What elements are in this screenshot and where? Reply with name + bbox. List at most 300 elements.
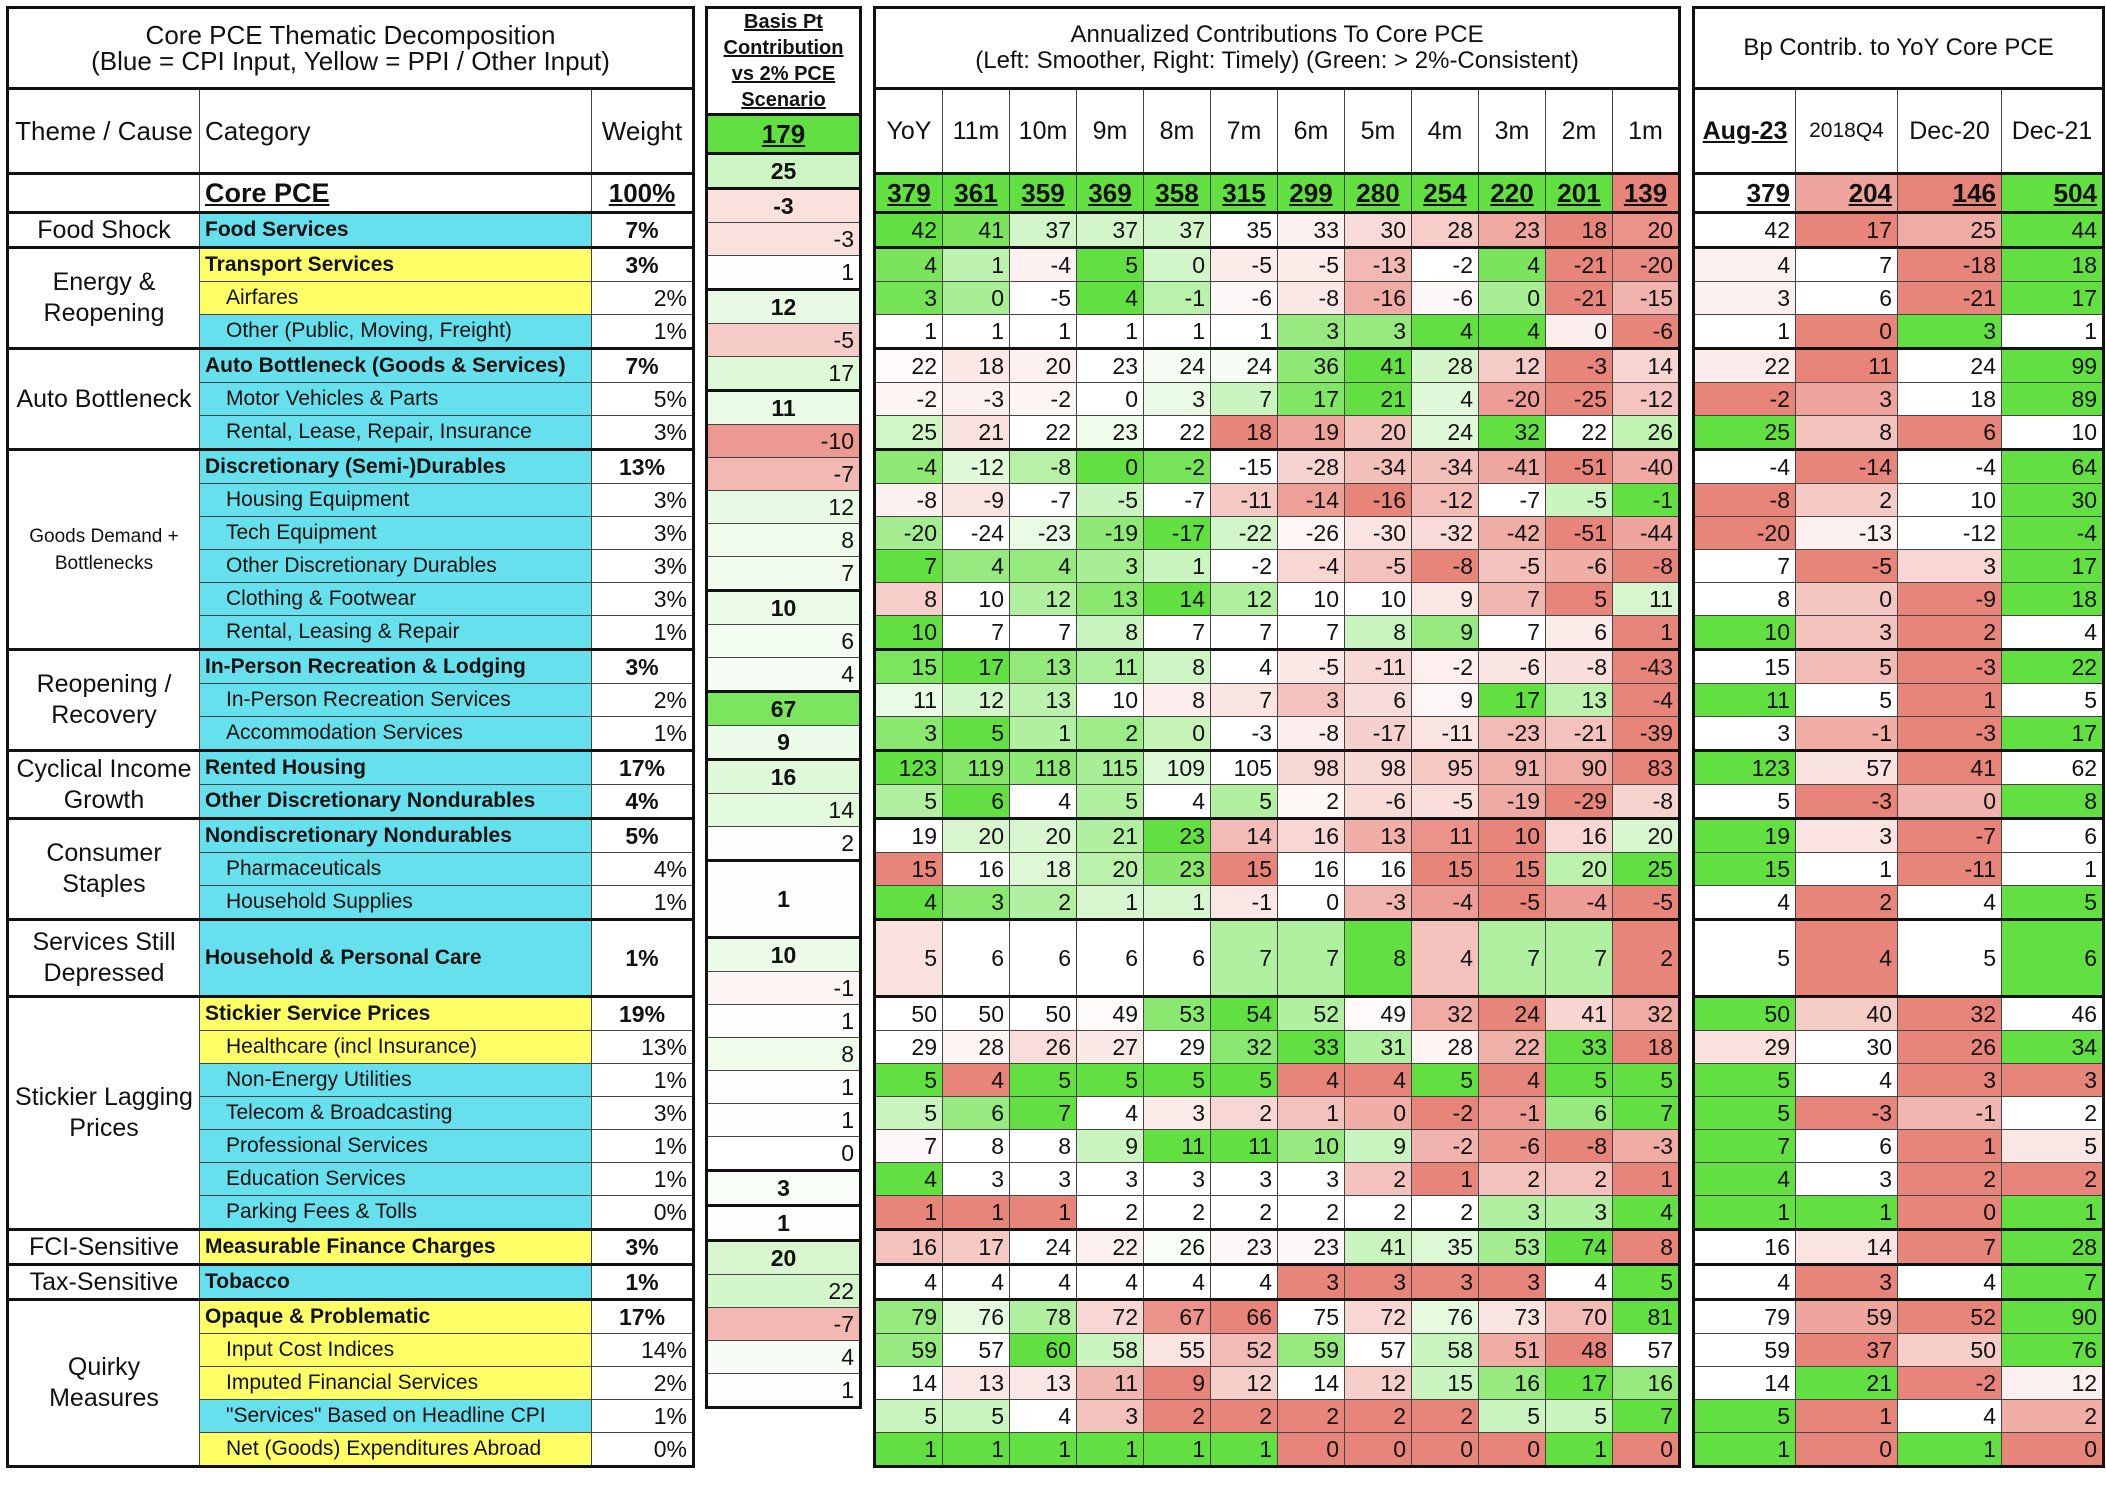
ann-cell: -34 xyxy=(1412,450,1479,484)
ann-cell: 20 xyxy=(1345,416,1412,450)
bp-row xyxy=(707,938,861,972)
category-label: Healthcare (incl Insurance) xyxy=(200,1031,592,1064)
bp-row xyxy=(707,290,861,324)
ann-cell: 57 xyxy=(943,1334,1010,1367)
yoy-cell: 0 xyxy=(2002,1433,2104,1467)
yoy-row xyxy=(1694,315,2104,349)
yoy-cell: 21 xyxy=(1796,1367,1898,1400)
bp-row xyxy=(707,591,861,625)
ann-cell: 5 xyxy=(1613,1064,1680,1097)
ann-cell: 109 xyxy=(1144,751,1211,785)
ann-cell: 48 xyxy=(1546,1334,1613,1367)
ann-cell: -2 xyxy=(1412,1097,1479,1130)
ann-cell: -5 xyxy=(1479,886,1546,920)
bp-row xyxy=(707,972,861,1005)
ann-cell: 6 xyxy=(1345,684,1412,717)
ann-cell: 12 xyxy=(943,684,1010,717)
ann-cell: 33 xyxy=(1278,1031,1345,1064)
total-ann-cell: 299 xyxy=(1278,174,1345,213)
category-label: Measurable Finance Charges xyxy=(200,1230,592,1265)
category-label: Clothing & Footwear xyxy=(200,583,592,616)
ann-cell: 23 xyxy=(1278,1230,1345,1265)
bp-row xyxy=(707,391,861,425)
bp-cell: 8 xyxy=(707,524,861,557)
ann-cell: 123 xyxy=(875,751,943,785)
ann-cell: 5 xyxy=(943,717,1010,751)
ann-cell: -17 xyxy=(1345,717,1412,751)
ann-cell: 6 xyxy=(1144,920,1211,997)
category-label: Airfares xyxy=(200,282,592,315)
ann-cell: 29 xyxy=(1144,1031,1211,1064)
ann-cell: 41 xyxy=(1345,1230,1412,1265)
yoy-cell: 25 xyxy=(1694,416,1796,450)
ann-cell: -6 xyxy=(1546,550,1613,583)
weight-cell: 2% xyxy=(592,684,694,717)
ann-cell: -11 xyxy=(1211,484,1278,517)
ann-cell: 7 xyxy=(1479,616,1546,650)
ann-cell: -9 xyxy=(943,484,1010,517)
ann-cell: 25 xyxy=(1613,853,1680,886)
period-header: 11m xyxy=(943,89,1010,174)
ann-cell: 6 xyxy=(943,1097,1010,1130)
ann-cell: 1 xyxy=(943,1196,1010,1230)
ann-cell: 1 xyxy=(1613,1163,1680,1196)
ann-cell: 53 xyxy=(1479,1230,1546,1265)
yoy-cell: -12 xyxy=(1898,517,2002,550)
category-label: Auto Bottleneck (Goods & Services) xyxy=(200,349,592,383)
ann-cell: -23 xyxy=(1479,717,1546,751)
yoy-cell: -3 xyxy=(1898,650,2002,684)
total-row xyxy=(875,174,1680,213)
category-label: Nondiscretionary Nondurables xyxy=(200,819,592,853)
ann-cell: 8 xyxy=(1613,1230,1680,1265)
ann-cell: 10 xyxy=(1278,583,1345,616)
ann-cell: 16 xyxy=(1479,1367,1546,1400)
ann-cell: 20 xyxy=(1010,349,1077,383)
ann-cell: 0 xyxy=(1479,282,1546,315)
bp-row xyxy=(707,357,861,391)
ann-cell: -6 xyxy=(1345,785,1412,819)
ann-cell: 4 xyxy=(875,1163,943,1196)
ann-cell: -34 xyxy=(1345,450,1412,484)
ann-row xyxy=(875,717,1680,751)
category-row xyxy=(8,1300,694,1334)
ann-cell: 33 xyxy=(1278,213,1345,248)
yoy-cell: -7 xyxy=(1898,819,2002,853)
ann-row xyxy=(875,920,1680,997)
ann-cell: -16 xyxy=(1345,484,1412,517)
ann-cell: 5 xyxy=(1077,785,1144,819)
ann-cell: 7 xyxy=(1144,616,1211,650)
bp-cell: 1 xyxy=(707,1104,861,1137)
ann-row xyxy=(875,1163,1680,1196)
ann-cell: 2 xyxy=(1278,1400,1345,1433)
weight-cell: 3% xyxy=(592,1097,694,1130)
category-label: Parking Fees & Tolls xyxy=(200,1196,592,1230)
ann-cell: 24 xyxy=(1479,997,1546,1031)
ann-cell: 4 xyxy=(1211,650,1278,684)
ann-cell: 5 xyxy=(1144,1064,1211,1097)
ann-cell: 5 xyxy=(1613,1265,1680,1300)
bp-row xyxy=(707,1308,861,1341)
weight-cell: 1% xyxy=(592,1400,694,1433)
ann-cell: 81 xyxy=(1613,1300,1680,1334)
ann-cell: -15 xyxy=(1211,450,1278,484)
ann-row xyxy=(875,248,1680,282)
ann-cell: 13 xyxy=(943,1367,1010,1400)
yoy-row xyxy=(1694,517,2104,550)
theme-label: Services Still Depressed xyxy=(8,920,200,997)
ann-cell: 115 xyxy=(1077,751,1144,785)
yoy-row xyxy=(1694,1163,2104,1196)
ann-cell: 9 xyxy=(1412,616,1479,650)
yoy-row xyxy=(1694,583,2104,616)
ann-cell: 22 xyxy=(875,349,943,383)
ann-cell: 5 xyxy=(1211,1064,1278,1097)
ann-cell: 49 xyxy=(1345,997,1412,1031)
ann-cell: -6 xyxy=(1479,650,1546,684)
ann-row xyxy=(875,1230,1680,1265)
ann-cell: 3 xyxy=(1479,1196,1546,1230)
yoy-cell: 6 xyxy=(1796,282,1898,315)
yoy-cell: 12 xyxy=(2002,1367,2104,1400)
ann-cell: 30 xyxy=(1345,213,1412,248)
weight-cell: 0% xyxy=(592,1196,694,1230)
ann-cell: 57 xyxy=(1613,1334,1680,1367)
ann-cell: 3 xyxy=(1077,1400,1144,1433)
yoy-row xyxy=(1694,1367,2104,1400)
yoy-row xyxy=(1694,1130,2104,1163)
yoy-cell: -1 xyxy=(1796,717,1898,751)
ann-cell: 26 xyxy=(1613,416,1680,450)
ann-cell: 1 xyxy=(1144,550,1211,583)
period-header: 2m xyxy=(1546,89,1613,174)
ann-row xyxy=(875,1097,1680,1130)
yoy-cell: 4 xyxy=(1898,886,2002,920)
col-category-header: Category xyxy=(200,89,592,174)
yoy-row xyxy=(1694,383,2104,416)
total-row xyxy=(8,174,694,213)
category-label: Professional Services xyxy=(200,1130,592,1163)
ann-cell: -7 xyxy=(1010,484,1077,517)
ann-cell: 18 xyxy=(943,349,1010,383)
yoy-cell: 64 xyxy=(2002,450,2104,484)
weight-cell: 1% xyxy=(592,1130,694,1163)
ann-cell: 59 xyxy=(1278,1334,1345,1367)
total-bp-cell: 179 xyxy=(707,115,861,154)
yoy-cell: 5 xyxy=(2002,684,2104,717)
ann-cell: -8 xyxy=(875,484,943,517)
yoy-cell: 1 xyxy=(1898,684,2002,717)
ann-cell: 28 xyxy=(1412,1031,1479,1064)
ann-cell: 12 xyxy=(1345,1367,1412,1400)
yoy-cell: 2 xyxy=(2002,1163,2104,1196)
ann-cell: 0 xyxy=(1077,383,1144,416)
ann-cell: 1 xyxy=(1278,1097,1345,1130)
total-row xyxy=(1694,174,2104,213)
ann-cell: 3 xyxy=(1345,1265,1412,1300)
ann-cell: 3 xyxy=(1010,1163,1077,1196)
yoy-cell: 0 xyxy=(1796,583,1898,616)
ann-cell: 15 xyxy=(1412,853,1479,886)
yoy-cell: 0 xyxy=(1796,315,1898,349)
bp-row xyxy=(707,692,861,726)
ann-cell: -29 xyxy=(1546,785,1613,819)
yoy-cell: 5 xyxy=(1898,920,2002,997)
ann-cell: 23 xyxy=(1144,819,1211,853)
ann-cell: 0 xyxy=(1412,1433,1479,1467)
ann-cell: 95 xyxy=(1412,751,1479,785)
yoy-cell: -3 xyxy=(1796,1097,1898,1130)
yoy-cell: 50 xyxy=(1694,997,1796,1031)
yoy-cell: 28 xyxy=(2002,1230,2104,1265)
weight-cell: 1% xyxy=(592,920,694,997)
weight-cell: 3% xyxy=(592,1230,694,1265)
ann-cell: 16 xyxy=(1278,819,1345,853)
ann-cell: 17 xyxy=(943,1230,1010,1265)
yoy-cell: 1 xyxy=(2002,853,2104,886)
ann-row xyxy=(875,751,1680,785)
ann-cell: -51 xyxy=(1546,450,1613,484)
ann-cell: -5 xyxy=(1479,550,1546,583)
yoy-cell: 18 xyxy=(2002,248,2104,282)
ann-cell: 0 xyxy=(1144,717,1211,751)
ann-cell: 5 xyxy=(875,920,943,997)
ann-cell: 7 xyxy=(1479,583,1546,616)
bp-contribution-header: Basis Pt Contribution vs 2% PCE Scenario xyxy=(707,8,861,115)
yoy-cell: 41 xyxy=(1898,751,2002,785)
yoy-cell: 5 xyxy=(1796,684,1898,717)
ann-cell: 10 xyxy=(1479,819,1546,853)
ann-row xyxy=(875,650,1680,684)
total-ann-cell: 280 xyxy=(1345,174,1412,213)
ann-cell: 2 xyxy=(1345,1400,1412,1433)
ann-cell: 7 xyxy=(1010,616,1077,650)
ann-cell: 4 xyxy=(1479,315,1546,349)
total-ann-cell: 379 xyxy=(875,174,943,213)
ann-cell: 5 xyxy=(1077,1064,1144,1097)
weight-cell: 3% xyxy=(592,583,694,616)
ann-cell: -51 xyxy=(1546,517,1613,550)
ann-cell: 10 xyxy=(1278,1130,1345,1163)
category-label: Rental, Lease, Repair, Insurance xyxy=(200,416,592,450)
yoy-cell: 4 xyxy=(1796,1064,1898,1097)
ann-cell: 8 xyxy=(943,1130,1010,1163)
ann-cell: -21 xyxy=(1546,248,1613,282)
yoy-cell: 3 xyxy=(1796,383,1898,416)
ann-cell: -2 xyxy=(1010,383,1077,416)
ann-cell: 21 xyxy=(943,416,1010,450)
yoy-cell: 7 xyxy=(2002,1265,2104,1300)
yoy-cell: 2 xyxy=(1796,886,1898,920)
yoy-row xyxy=(1694,282,2104,315)
yoy-cell: 26 xyxy=(1898,1031,2002,1064)
bp-cell: 11 xyxy=(707,391,861,425)
yoy-cell: -3 xyxy=(1898,717,2002,751)
ann-cell: 41 xyxy=(1345,349,1412,383)
yoy-row xyxy=(1694,853,2104,886)
yoy-cell: -1 xyxy=(1898,1097,2002,1130)
total-ann-cell: 358 xyxy=(1144,174,1211,213)
ann-cell: 3 xyxy=(875,717,943,751)
yoy-row xyxy=(1694,213,2104,248)
ann-cell: -3 xyxy=(1613,1130,1680,1163)
ann-cell: 11 xyxy=(1144,1130,1211,1163)
yoy-cell: -5 xyxy=(1796,550,1898,583)
yoy-row xyxy=(1694,785,2104,819)
ann-row xyxy=(875,450,1680,484)
ann-cell: 4 xyxy=(1010,550,1077,583)
yoy-cell: 2 xyxy=(1898,1163,2002,1196)
ann-cell: 18 xyxy=(1010,853,1077,886)
ann-row xyxy=(875,213,1680,248)
yoy-row xyxy=(1694,450,2104,484)
panel1-title-row xyxy=(8,8,694,89)
ann-cell: 2 xyxy=(1613,920,1680,997)
category-label: Accommodation Services xyxy=(200,717,592,751)
ann-cell: 3 xyxy=(1278,1163,1345,1196)
ann-cell: 57 xyxy=(1345,1334,1412,1367)
bp-cell: -7 xyxy=(707,458,861,491)
annualized-contributions-table xyxy=(873,6,1681,1468)
yoy-cell: 1 xyxy=(1796,1400,1898,1433)
ann-cell: 1 xyxy=(1144,886,1211,920)
theme-label: Consumer Staples xyxy=(8,819,200,920)
ann-cell: -1 xyxy=(1613,484,1680,517)
category-label: Opaque & Problematic xyxy=(200,1300,592,1334)
yoy-period-header: 2018Q4 xyxy=(1796,89,1898,174)
yoy-period-header: Dec-20 xyxy=(1898,89,2002,174)
category-label: Tech Equipment xyxy=(200,517,592,550)
ann-cell: 2 xyxy=(1546,1163,1613,1196)
weight-cell: 2% xyxy=(592,1367,694,1400)
panel1-title-line2: (Blue = CPI Input, Yellow = PPI / Other Input) xyxy=(91,46,610,76)
bp-cell: 4 xyxy=(707,658,861,692)
yoy-row xyxy=(1694,248,2104,282)
yoy-cell: 17 xyxy=(2002,550,2104,583)
category-label: Net (Goods) Expenditures Abroad xyxy=(200,1433,592,1467)
ann-cell: -5 xyxy=(1278,248,1345,282)
bp-cell: 1 xyxy=(707,1071,861,1104)
period-header: 4m xyxy=(1412,89,1479,174)
weight-cell: 5% xyxy=(592,383,694,416)
yoy-cell: 3 xyxy=(1694,282,1796,315)
ann-cell: 15 xyxy=(1412,1367,1479,1400)
total-row xyxy=(707,115,861,154)
ann-cell: 72 xyxy=(1077,1300,1144,1334)
ann-cell: 7 xyxy=(1479,920,1546,997)
yoy-cell: 10 xyxy=(1898,484,2002,517)
bp-cell: 6 xyxy=(707,625,861,658)
bp-cell: 1 xyxy=(707,1374,861,1408)
ann-cell: -1 xyxy=(1479,1097,1546,1130)
category-label: Food Services xyxy=(200,213,592,248)
category-row xyxy=(8,450,694,484)
yoy-row xyxy=(1694,1334,2104,1367)
theme-label: Cyclical Income Growth xyxy=(8,751,200,819)
ann-cell: 32 xyxy=(1479,416,1546,450)
category-row xyxy=(8,1265,694,1300)
bp-row xyxy=(707,1275,861,1308)
ann-cell: 4 xyxy=(875,1265,943,1300)
yoy-cell: 10 xyxy=(2002,416,2104,450)
bp-cell: 16 xyxy=(707,760,861,794)
weight-cell: 5% xyxy=(592,819,694,853)
total-yoy-cell: 504 xyxy=(2002,174,2104,213)
ann-cell: 75 xyxy=(1278,1300,1345,1334)
bp-cell: 1 xyxy=(707,1005,861,1038)
bp-cell: 1 xyxy=(707,256,861,290)
ann-row xyxy=(875,1334,1680,1367)
ann-cell: 55 xyxy=(1144,1334,1211,1367)
bp-row xyxy=(707,658,861,692)
ann-cell: 37 xyxy=(1144,213,1211,248)
category-label: Education Services xyxy=(200,1163,592,1196)
bp-cell: 12 xyxy=(707,491,861,524)
ann-cell: 32 xyxy=(1211,1031,1278,1064)
ann-cell: 3 xyxy=(1412,1265,1479,1300)
yoy-cell: -18 xyxy=(1898,248,2002,282)
weight-cell: 1% xyxy=(592,315,694,349)
yoy-cell: -2 xyxy=(1898,1367,2002,1400)
ann-cell: -32 xyxy=(1412,517,1479,550)
ann-cell: 4 xyxy=(1412,383,1479,416)
ann-cell: -12 xyxy=(1412,484,1479,517)
ann-cell: 2 xyxy=(1211,1097,1278,1130)
yoy-cell: 1 xyxy=(1898,1433,2002,1467)
yoy-cell: 50 xyxy=(1898,1334,2002,1367)
ann-cell: 4 xyxy=(1546,1265,1613,1300)
bp-row xyxy=(707,861,861,938)
ann-cell: 20 xyxy=(1077,853,1144,886)
ann-cell: 76 xyxy=(1412,1300,1479,1334)
ann-cell: 18 xyxy=(1546,213,1613,248)
ann-cell: 23 xyxy=(1144,853,1211,886)
ann-cell: 7 xyxy=(875,550,943,583)
yoy-cell: 2 xyxy=(2002,1097,2104,1130)
bp-row xyxy=(707,256,861,290)
ann-cell: 13 xyxy=(1010,684,1077,717)
category-label: Motor Vehicles & Parts xyxy=(200,383,592,416)
ann-cell: 119 xyxy=(943,751,1010,785)
ann-cell: -12 xyxy=(1613,383,1680,416)
yoy-cell: 62 xyxy=(2002,751,2104,785)
weight-cell: 4% xyxy=(592,853,694,886)
ann-cell: 1 xyxy=(943,1433,1010,1467)
bp-cell: 1 xyxy=(707,1206,861,1241)
ann-cell: 21 xyxy=(1345,383,1412,416)
ann-cell: 10 xyxy=(875,616,943,650)
ann-cell: 29 xyxy=(875,1031,943,1064)
bp-cell: 3 xyxy=(707,1171,861,1206)
category-row xyxy=(8,751,694,785)
thematic-table xyxy=(6,6,695,1468)
weight-cell: 0% xyxy=(592,1433,694,1467)
panel1-title xyxy=(8,8,694,89)
total-ann-cell: 315 xyxy=(1211,174,1278,213)
yoy-cell: 40 xyxy=(1796,997,1898,1031)
ann-cell: -3 xyxy=(943,383,1010,416)
bp-cell: 14 xyxy=(707,794,861,827)
category-label: Discretionary (Semi-)Durables xyxy=(200,450,592,484)
ann-cell: 1 xyxy=(875,1196,943,1230)
ann-cell: 1 xyxy=(1010,315,1077,349)
ann-cell: 7 xyxy=(1278,920,1345,997)
ann-cell: 15 xyxy=(875,853,943,886)
ann-cell: 2 xyxy=(1077,717,1144,751)
period-header: 10m xyxy=(1010,89,1077,174)
yoy-cell: 1 xyxy=(1694,1433,1796,1467)
